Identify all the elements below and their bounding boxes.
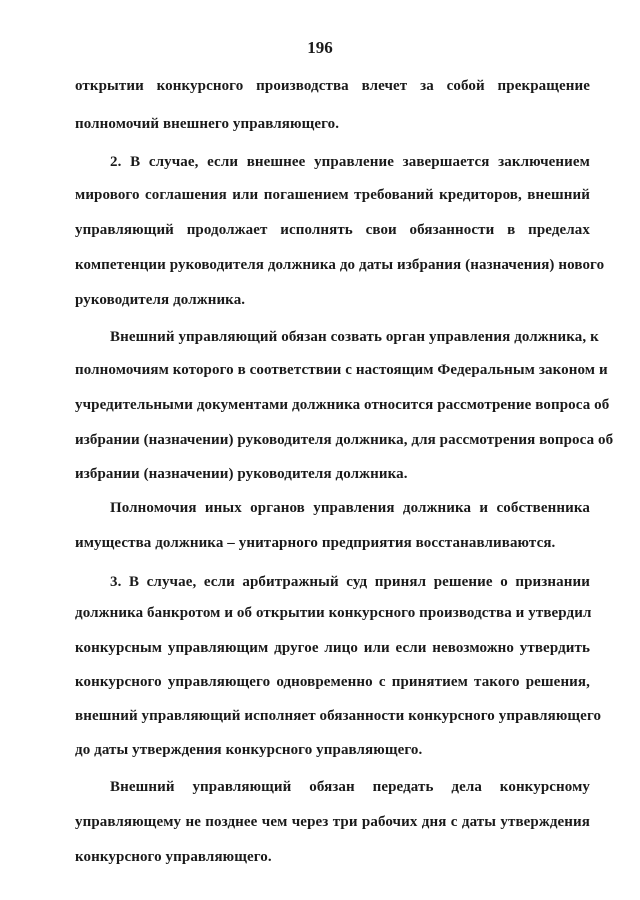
text-line: 2. В случае, если внешнее управление завершается заключением — [110, 154, 590, 170]
text-line: мирового соглашения или погашением требований кредиторов, внешний — [75, 187, 590, 203]
text-line: избрании (назначении) руководителя должника, для рассмотрения вопроса об — [75, 432, 614, 448]
text-line: управляющий продолжает исполнять свои обязанности в пределах — [75, 222, 590, 238]
text-line: открытии конкурсного производства влечет за собой прекращение — [75, 78, 590, 94]
text-line: избрании (назначении) руководителя должника. — [75, 466, 408, 482]
text-line: Внешний управляющий обязан передать дела конкурсному — [110, 779, 590, 795]
text-line: Полномочия иных органов управления должника и собственника — [110, 500, 590, 516]
text-line: внешний управляющий исполняет обязанности конкурсного управляющего — [75, 708, 602, 724]
text-line: Внешний управляющий обязан созвать орган управления должника, к — [110, 329, 599, 345]
text-line: полномочиям которого в соответствии с настоящим Федеральным законом и — [75, 362, 608, 378]
text-line: 3. В случае, если арбитражный суд принял решение о признании — [110, 574, 590, 590]
text-line: руководителя должника. — [75, 292, 246, 308]
page-number: 196 — [307, 38, 333, 57]
text-line: должника банкротом и об открытии конкурсного производства и утвердил — [75, 605, 592, 621]
text-line: компетенции руководителя должника до даты избрания (назначения) нового — [75, 257, 605, 273]
text-line: имущества должника – унитарного предприятия восстанавливаются. — [75, 535, 556, 551]
text-line: учредительными документами должника относится рассмотрение вопроса об — [75, 397, 610, 413]
text-line: управляющему не позднее чем через три рабочих дня с даты утверждения — [75, 814, 590, 830]
text-line: конкурсным управляющим другое лицо или если невозможно утвердить — [75, 640, 590, 656]
text-line: до даты утверждения конкурсного управляющего. — [75, 742, 423, 758]
text-line: конкурсного управляющего. — [75, 849, 272, 865]
text-line: полномочий внешнего управляющего. — [75, 116, 340, 132]
text-line: конкурсного управляющего одновременно с принятием такого решения, — [75, 674, 590, 690]
